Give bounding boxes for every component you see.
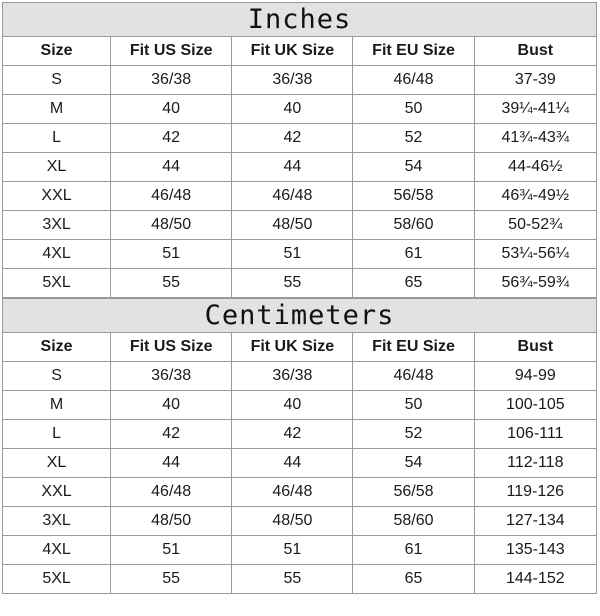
column-header-us-size: Fit US Size bbox=[111, 37, 232, 66]
cell-us-size: 36/38 bbox=[111, 362, 232, 391]
cell-eu-size: 65 bbox=[353, 269, 474, 298]
cell-bust: 94-99 bbox=[474, 362, 596, 391]
cell-eu-size: 52 bbox=[353, 124, 474, 153]
cell-size: 4XL bbox=[3, 536, 111, 565]
cell-uk-size: 42 bbox=[232, 124, 353, 153]
cell-us-size: 55 bbox=[111, 269, 232, 298]
inches-header-row bbox=[3, 37, 597, 66]
cell-eu-size: 65 bbox=[353, 565, 474, 594]
cell-us-size: 40 bbox=[111, 95, 232, 124]
cell-eu-size: 52 bbox=[353, 420, 474, 449]
cell-uk-size: 40 bbox=[232, 391, 353, 420]
table-row bbox=[3, 478, 597, 507]
cell-size: 3XL bbox=[3, 507, 111, 536]
column-header-eu-size: Fit EU Size bbox=[353, 333, 474, 362]
cell-eu-size: 61 bbox=[353, 536, 474, 565]
cell-us-size: 51 bbox=[111, 240, 232, 269]
cell-uk-size: 46/48 bbox=[232, 478, 353, 507]
cell-uk-size: 51 bbox=[232, 536, 353, 565]
cell-size: M bbox=[3, 95, 111, 124]
cell-size: XXL bbox=[3, 478, 111, 507]
table-row bbox=[3, 182, 597, 211]
cell-eu-size: 61 bbox=[353, 240, 474, 269]
column-header-size: Size bbox=[3, 333, 111, 362]
table-row bbox=[3, 153, 597, 182]
cell-bust: 50-52¾ bbox=[474, 211, 596, 240]
cell-uk-size: 51 bbox=[232, 240, 353, 269]
cell-uk-size: 48/50 bbox=[232, 507, 353, 536]
centimeters-title: Centimeters bbox=[2, 298, 597, 332]
cell-bust: 39¼-41¼ bbox=[474, 95, 596, 124]
centimeters-header-row bbox=[3, 333, 597, 362]
table-row bbox=[3, 124, 597, 153]
table-row bbox=[3, 507, 597, 536]
centimeters-table bbox=[2, 332, 597, 594]
centimeters-table-body bbox=[3, 362, 597, 594]
cell-bust: 46¾-49½ bbox=[474, 182, 596, 211]
cell-size: XL bbox=[3, 449, 111, 478]
cell-us-size: 48/50 bbox=[111, 211, 232, 240]
cell-size: 5XL bbox=[3, 269, 111, 298]
cell-bust: 144-152 bbox=[474, 565, 596, 594]
cell-bust: 119-126 bbox=[474, 478, 596, 507]
size-chart bbox=[2, 2, 597, 614]
cell-us-size: 46/48 bbox=[111, 478, 232, 507]
cell-us-size: 44 bbox=[111, 153, 232, 182]
cell-uk-size: 36/38 bbox=[232, 362, 353, 391]
cell-bust: 56¾-59¾ bbox=[474, 269, 596, 298]
cell-size: 3XL bbox=[3, 211, 111, 240]
cell-eu-size: 46/48 bbox=[353, 362, 474, 391]
table-row bbox=[3, 362, 597, 391]
inches-title: Inches bbox=[2, 2, 597, 36]
cell-bust: 127-134 bbox=[474, 507, 596, 536]
cell-bust: 112-118 bbox=[474, 449, 596, 478]
table-row bbox=[3, 536, 597, 565]
cell-uk-size: 55 bbox=[232, 565, 353, 594]
table-row bbox=[3, 240, 597, 269]
cell-size: L bbox=[3, 124, 111, 153]
cell-uk-size: 46/48 bbox=[232, 182, 353, 211]
cell-eu-size: 56/58 bbox=[353, 478, 474, 507]
cell-uk-size: 44 bbox=[232, 449, 353, 478]
cell-eu-size: 58/60 bbox=[353, 211, 474, 240]
cell-uk-size: 48/50 bbox=[232, 211, 353, 240]
column-header-eu-size: Fit EU Size bbox=[353, 37, 474, 66]
table-row bbox=[3, 211, 597, 240]
cell-us-size: 46/48 bbox=[111, 182, 232, 211]
cell-eu-size: 54 bbox=[353, 449, 474, 478]
cell-size: 4XL bbox=[3, 240, 111, 269]
table-row bbox=[3, 391, 597, 420]
cell-eu-size: 58/60 bbox=[353, 507, 474, 536]
table-row bbox=[3, 420, 597, 449]
cell-size: S bbox=[3, 66, 111, 95]
cell-size: M bbox=[3, 391, 111, 420]
cell-us-size: 36/38 bbox=[111, 66, 232, 95]
inches-table-body bbox=[3, 66, 597, 298]
cell-size: XL bbox=[3, 153, 111, 182]
cell-bust: 44-46½ bbox=[474, 153, 596, 182]
table-row bbox=[3, 449, 597, 478]
column-header-bust: Bust bbox=[474, 37, 596, 66]
column-header-us-size: Fit US Size bbox=[111, 333, 232, 362]
cell-eu-size: 50 bbox=[353, 391, 474, 420]
cell-uk-size: 40 bbox=[232, 95, 353, 124]
cell-us-size: 42 bbox=[111, 124, 232, 153]
cell-us-size: 55 bbox=[111, 565, 232, 594]
cell-uk-size: 55 bbox=[232, 269, 353, 298]
cell-us-size: 44 bbox=[111, 449, 232, 478]
cell-size: 5XL bbox=[3, 565, 111, 594]
cell-uk-size: 42 bbox=[232, 420, 353, 449]
cell-size: XXL bbox=[3, 182, 111, 211]
cell-bust: 41¾-43¾ bbox=[474, 124, 596, 153]
cell-bust: 37-39 bbox=[474, 66, 596, 95]
cell-uk-size: 36/38 bbox=[232, 66, 353, 95]
table-row bbox=[3, 269, 597, 298]
column-header-bust: Bust bbox=[474, 333, 596, 362]
column-header-uk-size: Fit UK Size bbox=[232, 37, 353, 66]
table-row bbox=[3, 565, 597, 594]
cell-eu-size: 50 bbox=[353, 95, 474, 124]
table-row bbox=[3, 95, 597, 124]
cell-bust: 53¼-56¼ bbox=[474, 240, 596, 269]
column-header-uk-size: Fit UK Size bbox=[232, 333, 353, 362]
cell-bust: 100-105 bbox=[474, 391, 596, 420]
cell-size: L bbox=[3, 420, 111, 449]
cell-eu-size: 46/48 bbox=[353, 66, 474, 95]
cell-us-size: 51 bbox=[111, 536, 232, 565]
cell-uk-size: 44 bbox=[232, 153, 353, 182]
table-row bbox=[3, 66, 597, 95]
cell-us-size: 40 bbox=[111, 391, 232, 420]
cell-bust: 135-143 bbox=[474, 536, 596, 565]
cell-us-size: 42 bbox=[111, 420, 232, 449]
cell-bust: 106-111 bbox=[474, 420, 596, 449]
cell-eu-size: 54 bbox=[353, 153, 474, 182]
column-header-size: Size bbox=[3, 37, 111, 66]
inches-table bbox=[2, 36, 597, 298]
cell-size: S bbox=[3, 362, 111, 391]
cell-us-size: 48/50 bbox=[111, 507, 232, 536]
cell-eu-size: 56/58 bbox=[353, 182, 474, 211]
